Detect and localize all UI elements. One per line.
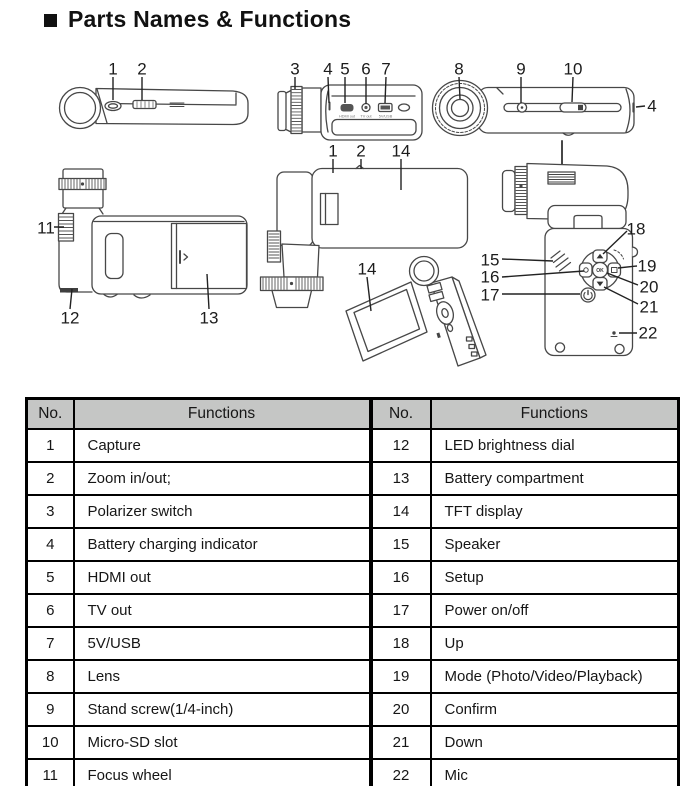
callout-label: 4 [323,59,333,79]
cell-no: 2 [27,462,74,495]
cell-function: Setup [431,561,679,594]
page-title: Parts Names & Functions [68,6,352,32]
table-row [27,726,679,759]
callout-label: 21 [639,297,659,317]
cell-function: Up [431,627,679,660]
table-row [27,594,679,627]
cell-no: 20 [371,693,431,726]
callout-label: 14 [357,259,377,279]
callout-label: 16 [480,267,500,287]
table-row [27,462,679,495]
mic-hole [612,331,615,334]
cell-function: Capture [74,429,371,462]
table-row [27,429,679,462]
title-bullet-square [44,14,57,27]
callout-label: 1 [108,59,118,79]
cell-function: Battery charging indicator [74,528,371,561]
cell-function: Confirm [431,693,679,726]
table-row [27,561,679,594]
cell-function: Focus wheel [74,759,371,786]
callout-label: 15 [480,250,500,270]
cell-no: 22 [371,759,431,786]
cell-function: Down [431,726,679,759]
cell-function: LED brightness dial [431,429,679,462]
cell-function: Zoom in/out; [74,462,371,495]
table-row [27,693,679,726]
callout-label: 9 [516,59,526,79]
cell-no: 3 [27,495,74,528]
device-diagram-area [0,52,700,392]
cell-no: 13 [371,462,431,495]
callout-label: 3 [290,59,300,79]
callout-label: 2 [137,59,147,79]
cell-no: 1 [27,429,74,462]
cell-function: HDMI out [74,561,371,594]
callout-label: 5 [340,59,350,79]
callout-label: 7 [381,59,391,79]
cell-function: Power on/off [431,594,679,627]
callout-label: 22 [638,323,658,343]
callout-label: 17 [480,285,500,305]
table-row [27,627,679,660]
header-functions-right: Functions [431,399,679,430]
cell-no: 15 [371,528,431,561]
cell-no: 11 [27,759,74,786]
cell-no: 18 [371,627,431,660]
cell-function: Mic [431,759,679,786]
callout-label: 10 [563,59,583,79]
callout-label: 20 [639,277,659,297]
page-title-row [44,6,351,33]
cell-function: Stand screw(1/4-inch) [74,693,371,726]
cell-function: Mode (Photo/Video/Playback) [431,660,679,693]
callout-label: 13 [199,308,219,328]
callout-label: 1 [328,141,338,161]
callout-label: 4 [647,96,657,116]
cell-function: Polarizer switch [74,495,371,528]
confirm-button-label: OK [596,268,604,274]
callout-label: 6 [361,59,371,79]
cell-no: 9 [27,693,74,726]
cell-no: 5 [27,561,74,594]
callout-label: 2 [356,141,366,161]
cell-function: Micro-SD slot [74,726,371,759]
parts-table [25,397,680,786]
cell-function: Lens [74,660,371,693]
cell-no: 16 [371,561,431,594]
header-no-left: No. [27,399,74,430]
cell-function: 5V/USB [74,627,371,660]
header-functions-left: Functions [74,399,371,430]
cell-no: 19 [371,660,431,693]
cell-no: 6 [27,594,74,627]
cell-function: Battery compartment [431,462,679,495]
callout-label: 12 [60,308,80,328]
table-row [27,528,679,561]
table-row [27,495,679,528]
callout-label: 19 [637,256,657,276]
port-label-tv: TV out [360,114,372,119]
device-diagram [0,52,700,392]
callout-label: 8 [454,59,464,79]
port-label-hdmi: HDMI out [338,114,356,119]
table-row [27,660,679,693]
cell-function: Speaker [431,528,679,561]
callout-label: 14 [391,141,411,161]
callout-label: 18 [626,219,646,239]
cell-no: 21 [371,726,431,759]
port-label-usb: 5V/USB [378,114,393,119]
cell-no: 10 [27,726,74,759]
cell-function: TFT display [431,495,679,528]
cell-no: 12 [371,429,431,462]
cell-function: TV out [74,594,371,627]
cell-no: 8 [27,660,74,693]
cell-no: 14 [371,495,431,528]
header-no-right: No. [371,399,431,430]
cell-no: 7 [27,627,74,660]
table-row [27,759,679,786]
table-header-row [27,399,679,430]
cell-no: 17 [371,594,431,627]
cell-no: 4 [27,528,74,561]
callout-label: 11 [37,218,55,238]
